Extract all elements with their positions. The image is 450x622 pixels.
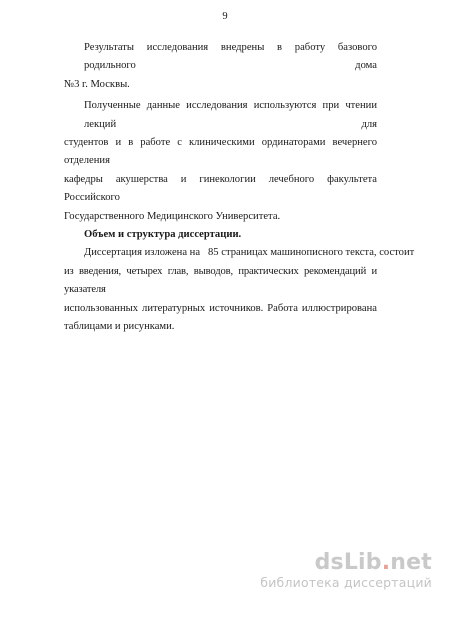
watermark-logo [260,551,432,575]
text-line: Диссертация изложена на 85 страницах машинописного текста, состоит [84,247,415,259]
watermark-brand-tld: net [390,550,432,575]
text-line: таблицами и рисунками. [64,321,175,333]
watermark-brand-dot: . [381,550,391,575]
text-line: из введения, четырех глав, выводов, практических рекомендаций и указателя [64,265,377,296]
dslib-watermark [260,551,432,590]
text-line: использованных литературных источников. Работа иллюстрирована [64,302,377,314]
text-line: Результаты исследования внедрены в работу базового родильного дома [84,42,377,72]
page-number: 9 [222,11,228,22]
paragraph-usage [64,97,377,226]
watermark-brand-main: dsLib [314,550,382,575]
watermark-subtitle: библиотека диссертаций [260,575,432,590]
document-text [64,39,415,337]
section-heading: Объем и структура диссертации. [84,229,242,241]
text-line: №3 г. Москвы. [64,78,130,90]
text-line: студентов и в работе с клиническими ординаторами вечернего отделения [64,137,377,167]
text-line: Полученные данные исследования используются при чтении лекций для [84,100,377,130]
paragraph-implementation [64,39,377,94]
text-line: кафедры акушерства и гинекологии лечебного факультета Российского [64,173,377,204]
text-line: Государственного Медицинского Университета. [64,210,281,222]
paragraph-structure [64,244,415,336]
